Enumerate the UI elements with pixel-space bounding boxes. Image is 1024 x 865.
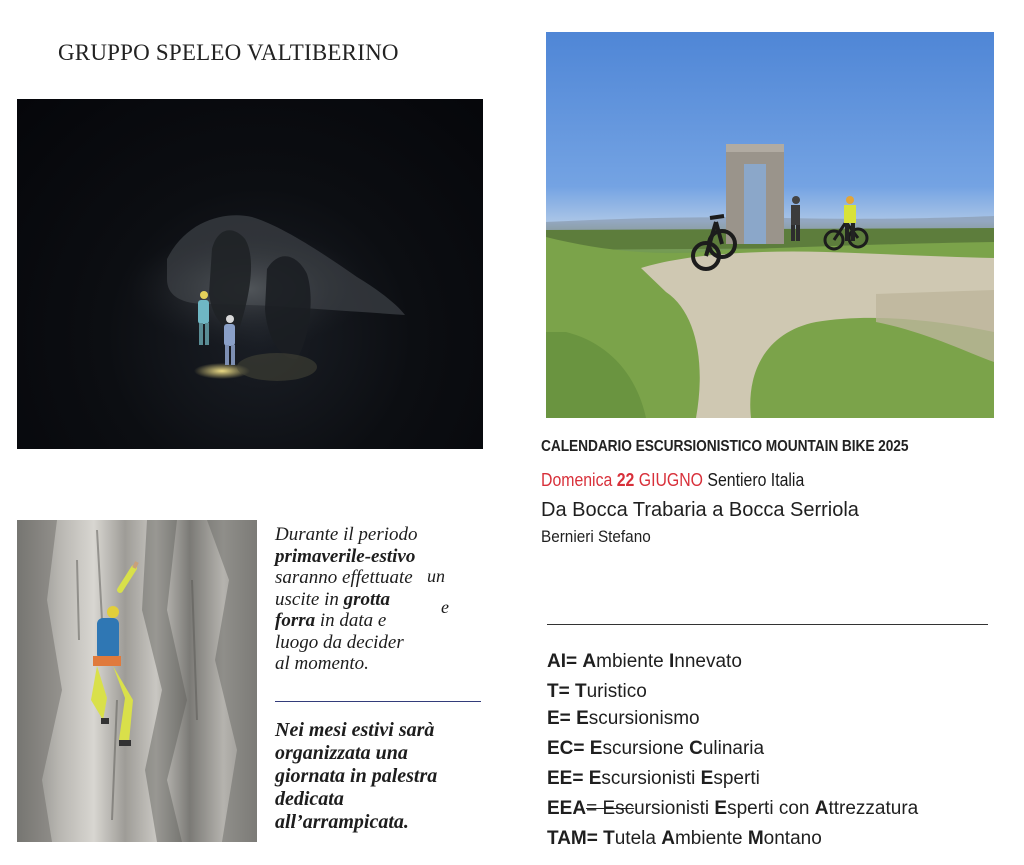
legend-text: = Esc [586,798,635,819]
legend-text: mbiente [674,828,748,849]
cave-scene [17,99,483,449]
activity-line-3b: ffettuate [350,567,413,588]
activity-line-5b: in data e [315,610,387,631]
legend-initial: E [714,798,728,819]
divider-left [275,701,481,702]
event-name: Sentiero Italia [703,470,805,490]
legend-initial: C [689,738,703,759]
activity-line-4a: uscite in [275,588,344,610]
legend-initial: E [589,738,603,759]
legend-item [547,825,918,855]
group-title: GRUPPO SPELEO VALTIBERINO [58,40,399,65]
legend-initial: M [747,828,764,849]
summer-line-1: Nei mesi estivi sarà [275,719,435,741]
legend-initial: A [814,798,829,819]
summer-line-2: organizzata una [275,742,408,764]
overwritten-e: e [441,596,449,617]
climber-figure [91,562,137,746]
legend-initial: T= [547,681,570,702]
activity-paragraph [275,524,480,675]
activity-line-3a: saranno e [275,567,351,588]
activity-line-6: luogo da decider [275,631,404,653]
legend-text: ulinaria [702,738,765,759]
calendar-title: CALENDARIO ESCURSIONISTICO MOUNTAIN BIKE 2025 [541,438,909,455]
activity-line-4 [275,588,480,617]
legend-initial: TAM= [547,828,598,849]
activity-line-7: al momento. [275,653,369,674]
legend-initial: AI= [547,651,578,672]
event-route: Da Bocca Trabaria a Bocca Serriola [541,499,859,521]
activity-line-3 [275,567,480,589]
event-leader: Bernieri Stefano [541,527,651,546]
legend-text: scursionisti [601,768,701,789]
legend-initial: EE= [547,768,584,789]
legend-initial: A [582,651,597,672]
season-emphasis: primaverile-estivo [275,545,416,567]
event-date-line [541,470,804,491]
summer-paragraph [275,719,490,834]
summer-line-5: all’arrampicata. [275,811,409,833]
legend-item [547,765,918,795]
forra-emphasis: forra [275,610,316,631]
divider-right [547,624,988,625]
event-day-label: Domenica [541,470,617,490]
mountain-bike-photo [546,32,994,418]
legend-text: scursionismo [588,708,700,729]
bike-scene [546,32,994,418]
legend-initial: I [669,651,675,672]
difficulty-legend [547,648,918,855]
legend-text: uristico [586,681,647,702]
activity-line-1: Durante il periodo [275,524,418,545]
legend-text: utela [614,828,662,849]
legend-text: nnevato [674,651,742,672]
legend-initial: T [603,828,615,849]
activity-line-5 [275,610,480,632]
legend-item [547,795,918,825]
stone-monument [726,144,784,244]
event-day-number: 22 [616,470,635,490]
legend-item [547,678,918,705]
legend-text: sperti [713,768,760,789]
legend-text: sperti con [727,798,815,819]
legend-initial: EC= [547,738,585,759]
legend-initial: EEA [547,798,587,819]
legend-initial: E [700,768,714,789]
legend-initial: A [661,828,675,849]
grotta-emphasis: grotta [343,588,391,610]
climbing-photo [17,520,257,842]
legend-text: ontano [763,828,822,849]
summer-line-3: giornata in palestra [275,765,438,787]
activity-line-2 [275,546,480,568]
legend-initial: T [574,681,587,702]
overwritten-un: un [427,566,445,586]
event-month: GIUGNO [634,470,704,490]
summer-line-4: dedicata [275,788,344,810]
legend-text: mbiente [596,651,669,672]
legend-item [547,648,918,678]
climbing-scene [17,520,257,842]
legend-initial: E= [547,708,571,729]
cave-photo [17,99,483,449]
legend-text: scursione [602,738,690,759]
legend-item [547,705,918,735]
legend-item [547,735,918,765]
legend-text: ursionisti [634,798,715,819]
legend-initial: E [576,708,589,729]
legend-text: ttrezzatura [828,798,919,819]
legend-initial: E [588,768,602,789]
